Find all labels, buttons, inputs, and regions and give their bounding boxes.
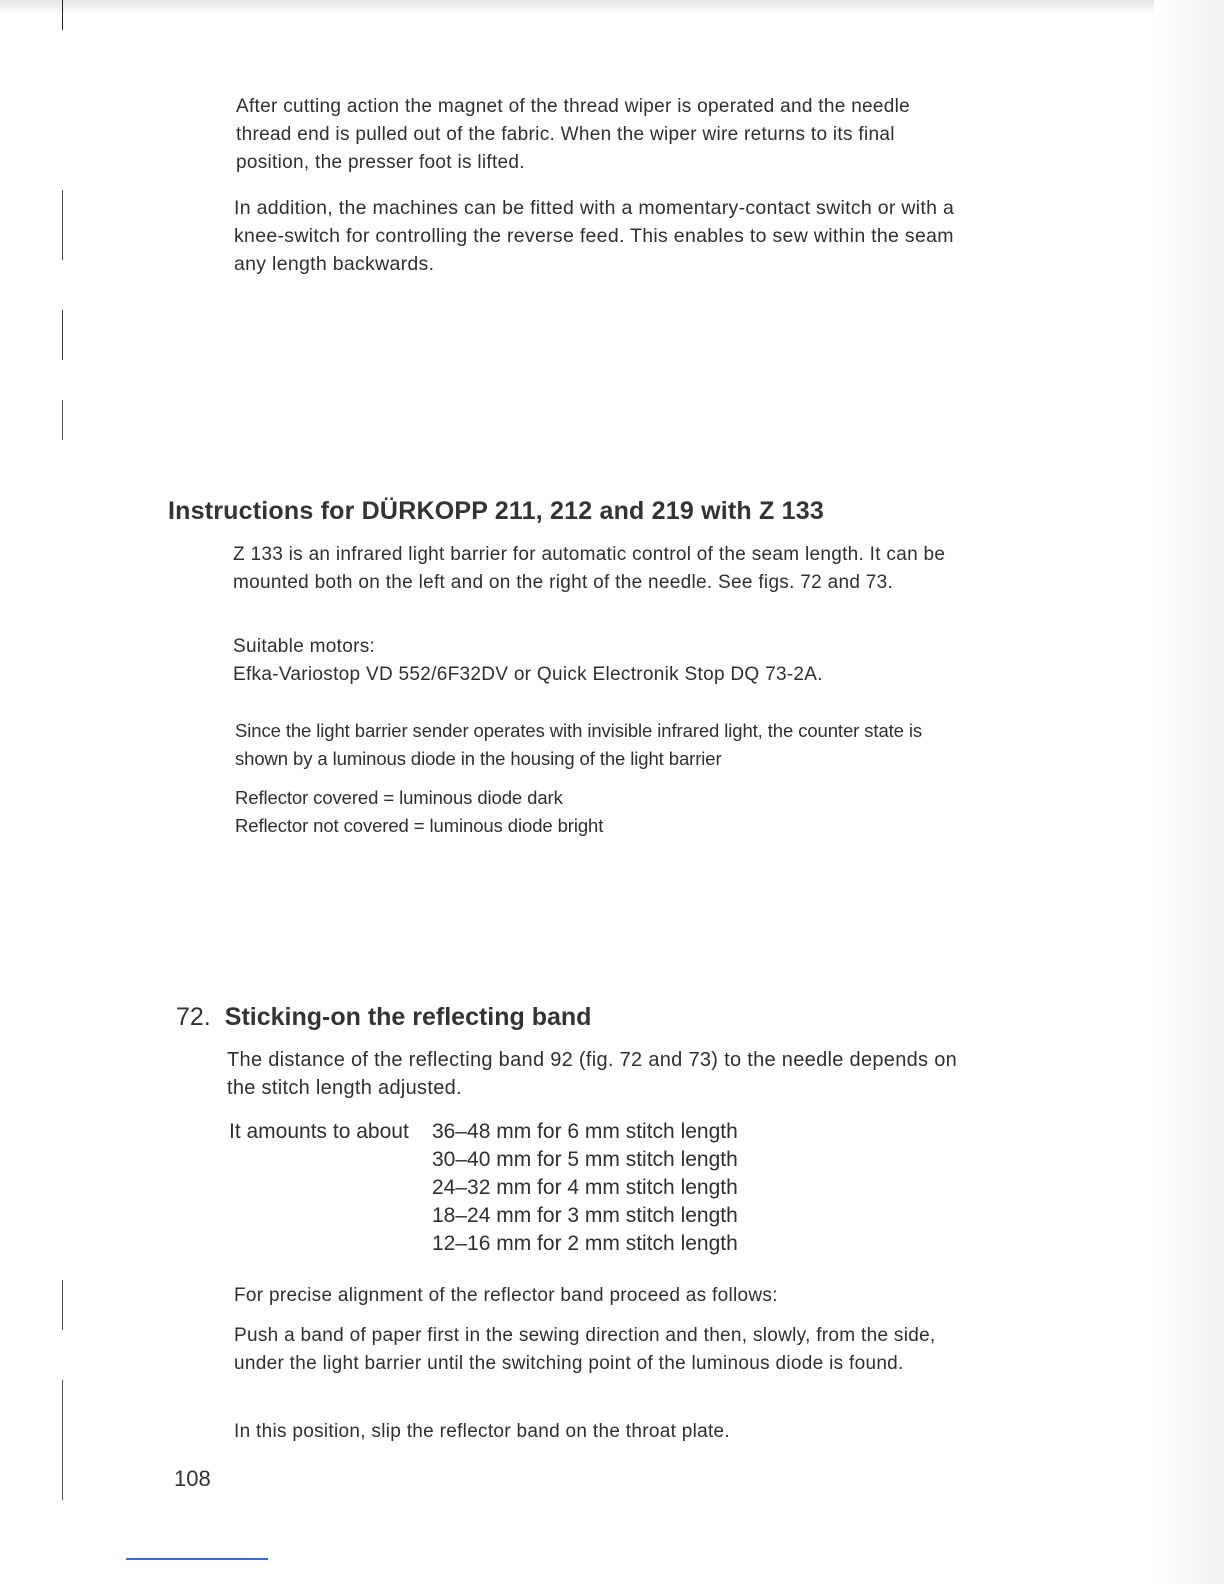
table-value: 30–40 mm for 5 mm stitch length	[432, 1148, 738, 1171]
table-value: 24–32 mm for 4 mm stitch length	[432, 1176, 738, 1199]
alignment-steps: Push a band of paper first in the sewing direction and then, slowly, from the side, under the light barrier until the switching point of the luminous diode is found.	[234, 1325, 936, 1374]
reflector-not-covered-line: Reflector not covered = luminous diode bright	[235, 815, 604, 836]
light-barrier-paragraph: Since the light barrier sender operates with invisible infrared light, the counter state is shown by a luminous diode in the housing of the light barrier	[235, 720, 923, 769]
table-value: 18–24 mm for 3 mm stitch length	[432, 1204, 738, 1227]
z133-description: Z 133 is an infrared light barrier for automatic control of the seam length. It can be mounted both on the left and on the right of the needle. See figs. 72 and 73.	[233, 544, 946, 593]
table-row	[229, 1202, 738, 1230]
subsection-title: Sticking-on the reflecting band	[224, 1003, 592, 1031]
table-value: 36–48 mm for 6 mm stitch length	[432, 1120, 738, 1143]
alignment-intro: For precise alignment of the reflector band proceed as follows:	[234, 1285, 778, 1306]
intro-paragraph-1: After cutting action the magnet of the thread wiper is operated and the needle thread end is pulled out of the fabric. When the wiper wire returns to its final position, the presser foot is lifted.	[236, 96, 911, 173]
intro-paragraph-2: In addition, the machines can be fitted with a momentary-contact switch or with a knee-switch for controlling the reverse feed. This enables to sew within the seam any length backwards.	[234, 197, 955, 275]
reflector-covered-line: Reflector covered = luminous diode dark	[235, 787, 563, 808]
page-number: 108	[174, 1466, 211, 1491]
scan-top-shadow	[0, 0, 1224, 14]
table-row	[229, 1230, 738, 1258]
motors-label: Suitable motors:	[233, 636, 376, 657]
footer-rule	[126, 1558, 268, 1560]
table-row	[229, 1146, 738, 1174]
motors-value: Efka-Variostop VD 552/6F32DV or Quick Electronik Stop DQ 73-2A.	[233, 664, 823, 685]
subsection-number: 72.	[176, 1003, 211, 1031]
scan-right-shadow	[1154, 0, 1224, 1584]
table-value: 12–16 mm for 2 mm stitch length	[432, 1232, 738, 1255]
subsection-heading	[176, 1003, 591, 1032]
binding-edge	[62, 0, 63, 1500]
stitch-length-table	[229, 1118, 738, 1258]
table-row	[229, 1174, 738, 1202]
table-label: It amounts to about	[229, 1120, 409, 1143]
alignment-final: In this position, slip the reflector band on the throat plate.	[234, 1421, 731, 1442]
reflecting-band-paragraph: The distance of the reflecting band 92 (fig. 72 and 73) to the needle depends on the stitch length adjusted.	[227, 1049, 958, 1099]
table-row	[229, 1118, 738, 1146]
section-heading: Instructions for DÜRKOPP 211, 212 and 219 with Z 133	[168, 497, 824, 525]
